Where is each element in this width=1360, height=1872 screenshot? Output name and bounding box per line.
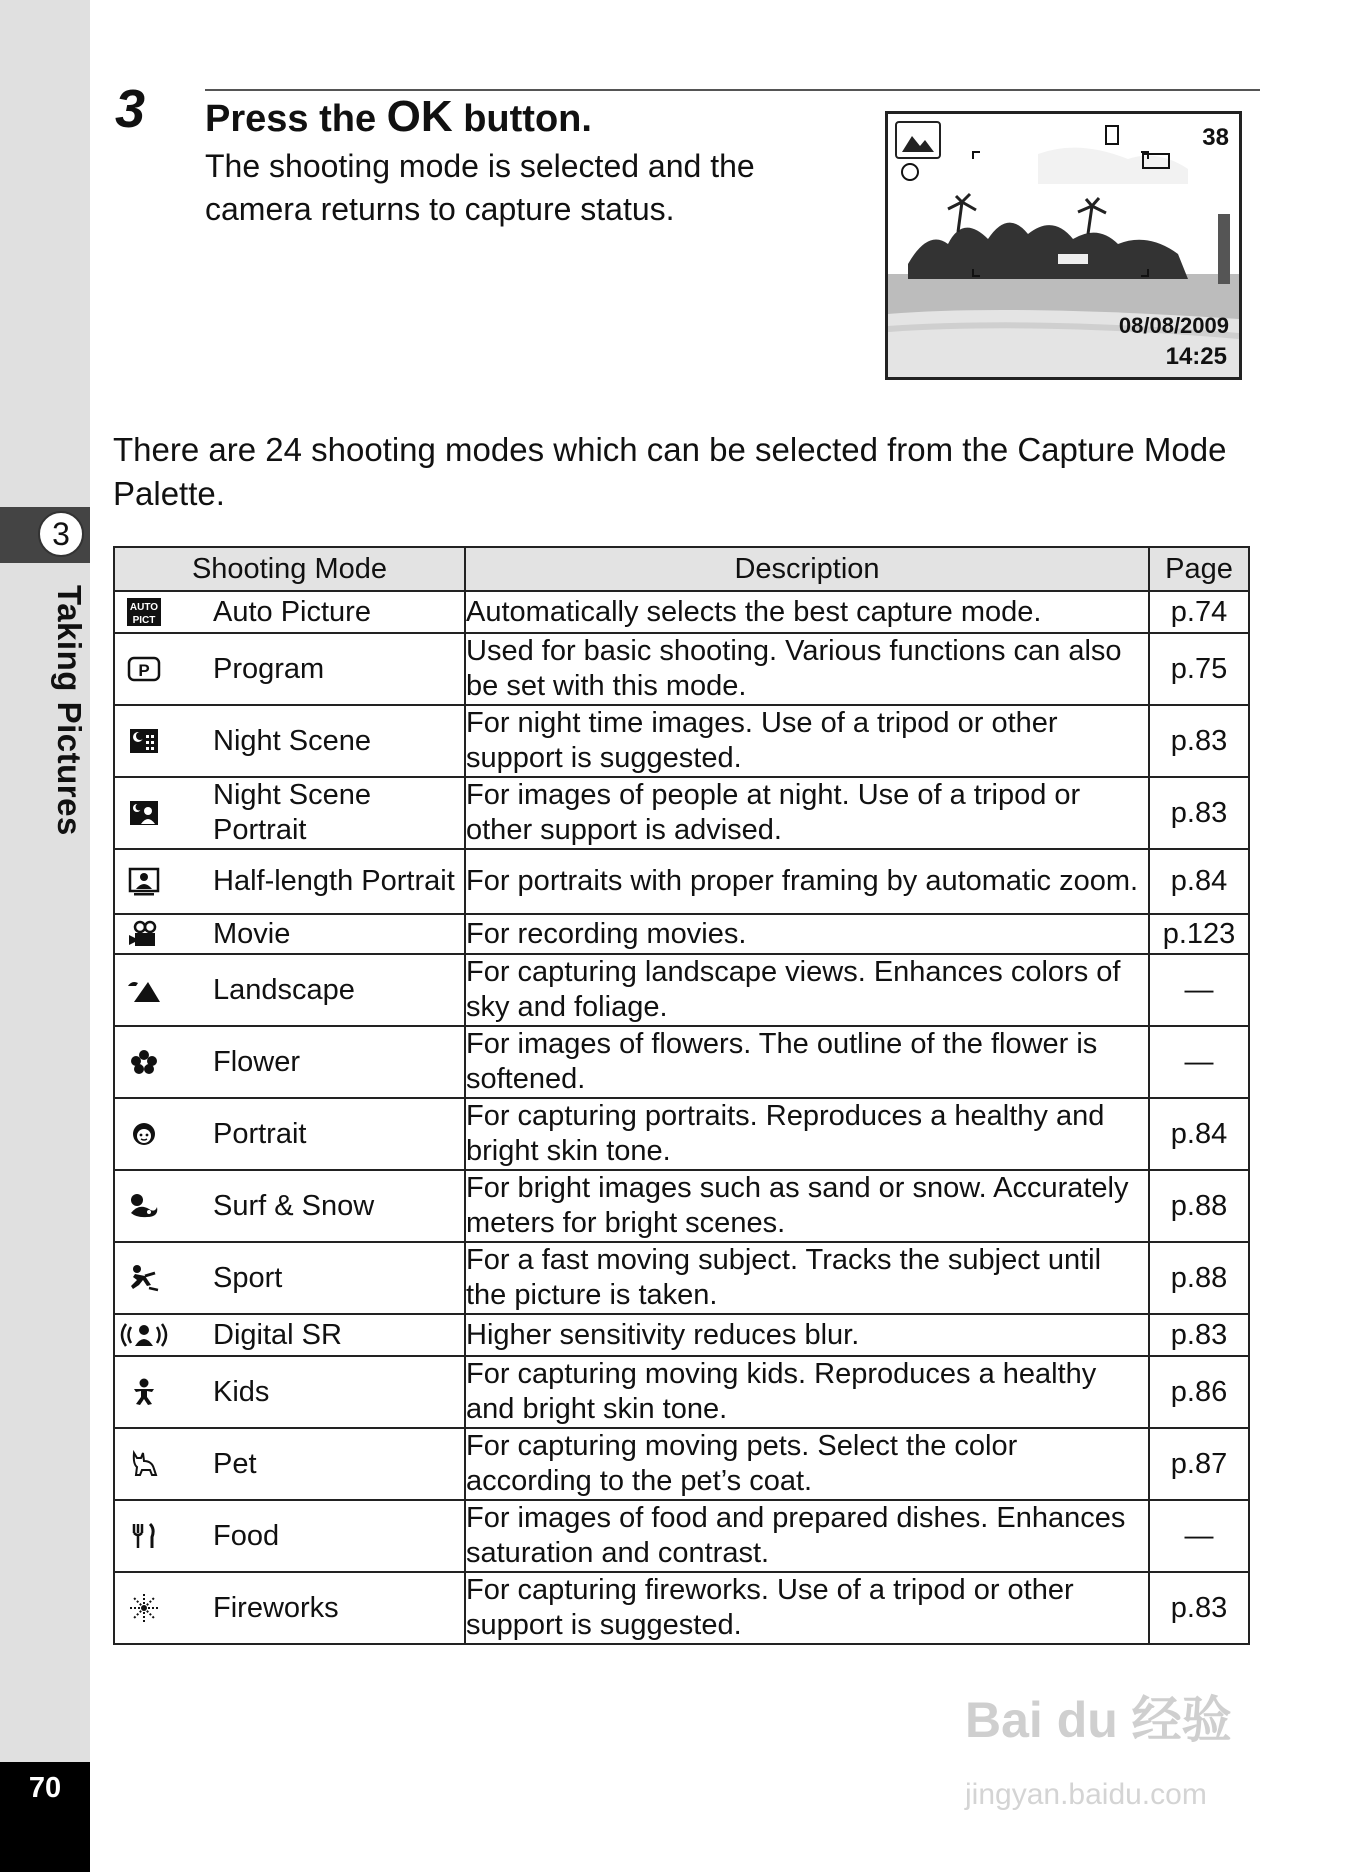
- mode-name: Kids: [213, 1375, 270, 1408]
- landscape-icon: [115, 976, 173, 1004]
- mode-description: For night time images. Use of a tripod or other support is suggested.: [465, 705, 1149, 777]
- mode-description: For bright images such as sand or snow. Accurately meters for bright scenes.: [465, 1170, 1149, 1242]
- mode-page-ref: —: [1149, 1026, 1249, 1098]
- mode-page-ref: p.84: [1149, 849, 1249, 914]
- mode-name: Pet: [213, 1447, 257, 1480]
- mode-name: Fireworks: [213, 1591, 339, 1624]
- step-title: [205, 92, 592, 142]
- mode-cell: [114, 1026, 465, 1098]
- flower-icon: [115, 1047, 173, 1077]
- mode-description: For recording movies.: [465, 914, 1149, 954]
- mode-description: Higher sensitivity reduces blur.: [465, 1314, 1149, 1356]
- mode-description: For images of flowers. The outline of the flower is softened.: [465, 1026, 1149, 1098]
- watermark-url: jingyan.baidu.com: [965, 1778, 1207, 1811]
- movie-icon: [115, 920, 173, 948]
- shooting-modes-table: [113, 546, 1250, 1645]
- table-row: [114, 1572, 1249, 1644]
- header-description: Description: [465, 547, 1149, 591]
- night-scene-icon: [115, 727, 173, 755]
- mode-description: For portraits with proper framing by automatic zoom.: [465, 849, 1149, 914]
- table-row: [114, 591, 1249, 633]
- mode-description: For capturing fireworks. Use of a tripod or other support is suggested.: [465, 1572, 1149, 1644]
- table-row: [114, 849, 1249, 914]
- table-row: [114, 1098, 1249, 1170]
- table-row: [114, 1170, 1249, 1242]
- table-header-row: [114, 547, 1249, 591]
- mode-cell: [114, 777, 465, 849]
- mode-description: For images of people at night. Use of a tripod or other support is advised.: [465, 777, 1149, 849]
- table-row: [114, 1356, 1249, 1428]
- mode-page-ref: p.83: [1149, 777, 1249, 849]
- mode-name: Auto Picture: [213, 595, 371, 628]
- chapter-number: 3: [38, 511, 84, 557]
- mode-name: Digital SR: [213, 1318, 342, 1351]
- mode-page-ref: p.86: [1149, 1356, 1249, 1428]
- mode-name: Landscape: [213, 973, 355, 1006]
- kids-icon: [115, 1376, 173, 1408]
- mode-page-ref: p.88: [1149, 1242, 1249, 1314]
- mode-cell: [114, 591, 465, 633]
- side-margin-band: [0, 0, 90, 1872]
- mode-page-ref: —: [1149, 954, 1249, 1026]
- lcd-date: 08/08/2009: [1118, 313, 1229, 338]
- step-title-prefix: Press the: [205, 98, 387, 140]
- sport-icon: [115, 1263, 173, 1293]
- table-row: [114, 633, 1249, 705]
- food-icon: [115, 1521, 173, 1551]
- mode-cell: [114, 1572, 465, 1644]
- mode-description: For capturing portraits. Reproduces a healthy and bright skin tone.: [465, 1098, 1149, 1170]
- auto-picture-icon: [115, 597, 173, 627]
- half-length-portrait-icon: [115, 867, 173, 897]
- ok-label: OK: [386, 92, 453, 141]
- table-row: [114, 1026, 1249, 1098]
- mode-cell: [114, 1428, 465, 1500]
- mode-page-ref: p.88: [1149, 1170, 1249, 1242]
- mode-cell: [114, 633, 465, 705]
- mode-name: Night Scene: [213, 724, 371, 757]
- pet-icon: [115, 1449, 173, 1479]
- mode-cell: [114, 1242, 465, 1314]
- night-scene-portrait-icon: [115, 799, 173, 827]
- section-rule: [205, 89, 1260, 91]
- step-title-suffix: button.: [452, 98, 592, 140]
- mode-cell: [114, 1500, 465, 1572]
- mode-description: Used for basic shooting. Various functions can also be set with this mode.: [465, 633, 1149, 705]
- mode-page-ref: p.123: [1149, 914, 1249, 954]
- mode-page-ref: p.87: [1149, 1428, 1249, 1500]
- table-row: [114, 705, 1249, 777]
- mode-page-ref: p.83: [1149, 1572, 1249, 1644]
- mode-page-ref: —: [1149, 1500, 1249, 1572]
- mode-name: Sport: [213, 1261, 283, 1294]
- mode-description: For images of food and prepared dishes. Enhances saturation and contrast.: [465, 1500, 1149, 1572]
- mode-cell: [114, 954, 465, 1026]
- svg-text:P: P: [138, 661, 150, 680]
- table-row: [114, 954, 1249, 1026]
- mode-name: Portrait: [213, 1117, 307, 1150]
- lcd-time: 14:25: [1165, 343, 1227, 370]
- mode-page-ref: p.83: [1149, 705, 1249, 777]
- table-row: [114, 1500, 1249, 1572]
- mode-cell: [114, 914, 465, 954]
- mode-cell: [114, 1098, 465, 1170]
- mode-cell: [114, 849, 465, 914]
- fireworks-icon: [115, 1592, 173, 1624]
- mode-cell: [114, 1314, 465, 1356]
- svg-text:AUTO: AUTO: [129, 602, 159, 613]
- mode-description: For a fast moving subject. Tracks the subject until the picture is taken.: [465, 1242, 1149, 1314]
- table-row: [114, 914, 1249, 954]
- portrait-icon: [115, 1119, 173, 1149]
- mode-page-ref: p.84: [1149, 1098, 1249, 1170]
- surf-snow-icon: [115, 1191, 173, 1221]
- mode-name: Program: [213, 652, 325, 685]
- table-row: [114, 777, 1249, 849]
- digital-sr-icon: [115, 1320, 173, 1350]
- mode-name: Movie: [213, 917, 291, 950]
- camera-lcd-preview: [885, 111, 1242, 380]
- header-shooting-mode: Shooting Mode: [114, 547, 465, 591]
- header-page: Page: [1149, 547, 1249, 591]
- mode-name: Half-length Portrait: [213, 865, 455, 897]
- mode-page-ref: p.74: [1149, 591, 1249, 633]
- mode-name: Surf & Snow: [213, 1189, 375, 1222]
- mode-page-ref: p.83: [1149, 1314, 1249, 1356]
- step-number: 3: [115, 79, 146, 139]
- mode-name: Food: [213, 1519, 280, 1552]
- mode-description: For capturing moving kids. Reproduces a healthy and bright skin tone.: [465, 1356, 1149, 1428]
- mode-description: For capturing landscape views. Enhances colors of sky and foliage.: [465, 954, 1149, 1026]
- chapter-title: Taking Pictures: [51, 585, 88, 836]
- mode-description: Automatically selects the best capture mode.: [465, 591, 1149, 633]
- mode-cell: [114, 1356, 465, 1428]
- program-icon: [115, 655, 173, 683]
- mode-cell: [114, 705, 465, 777]
- mode-name: Night Scene Portrait: [213, 779, 371, 846]
- table-row: [114, 1314, 1249, 1356]
- mode-cell: [114, 1170, 465, 1242]
- svg-text:PICT: PICT: [132, 615, 156, 626]
- mode-page-ref: p.75: [1149, 633, 1249, 705]
- step-body: The shooting mode is selected and the camera returns to capture status.: [205, 148, 755, 227]
- table-row: [114, 1242, 1249, 1314]
- table-row: [114, 1428, 1249, 1500]
- mode-name: Flower: [213, 1045, 301, 1078]
- intro-paragraph: There are 24 shooting modes which can be selected from the Capture Mode Palette.: [113, 431, 1227, 512]
- page-number: 70: [28, 1772, 62, 1804]
- mode-description: For capturing moving pets. Select the color according to the pet’s coat.: [465, 1428, 1149, 1500]
- shots-remaining: 38: [1202, 124, 1229, 151]
- watermark-text: Bai du 经验: [965, 1692, 1232, 1748]
